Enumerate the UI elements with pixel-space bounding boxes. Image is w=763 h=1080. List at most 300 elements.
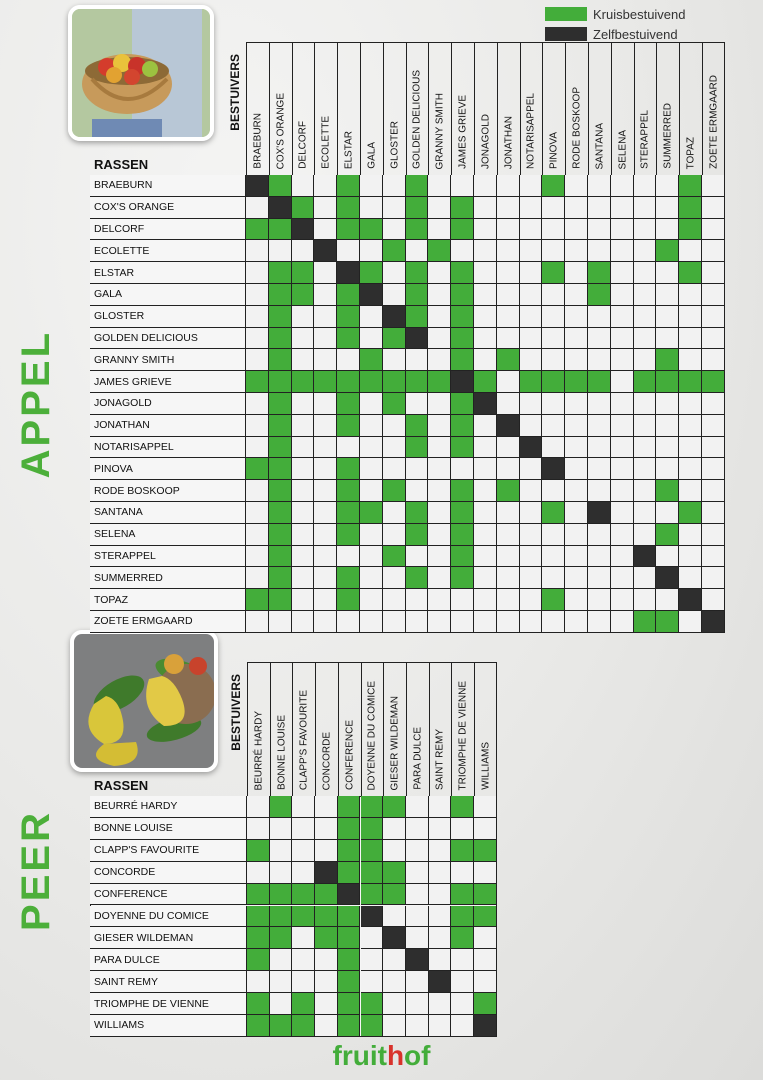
empty-cell: [565, 546, 588, 568]
empty-cell: [383, 458, 406, 480]
empty-cell: [360, 546, 383, 568]
empty-cell: [451, 971, 474, 993]
empty-cell: [702, 328, 725, 350]
empty-cell: [270, 993, 293, 1015]
apple-column-label: ZOETE ERMGAARD: [708, 75, 720, 169]
empty-cell: [314, 393, 337, 415]
cross-pollination-cell: [474, 993, 497, 1015]
empty-cell: [542, 219, 565, 241]
apple-column-label: JONAGOLD: [480, 113, 492, 169]
empty-cell: [292, 502, 315, 524]
apple-row-header: NOTARISAPPEL: [90, 437, 246, 459]
pear-column-header: [270, 662, 293, 796]
cross-pollination-cell: [269, 480, 292, 502]
empty-cell: [451, 611, 474, 633]
empty-cell: [634, 219, 657, 241]
empty-cell: [656, 284, 679, 306]
apple-row-header: GLOSTER: [90, 306, 246, 328]
empty-cell: [315, 840, 338, 862]
empty-cell: [360, 458, 383, 480]
cross-pollination-cell: [542, 262, 565, 284]
cross-pollination-cell: [542, 589, 565, 611]
apple-column-label: GLOSTER: [389, 121, 401, 169]
cross-pollination-cell: [383, 884, 406, 906]
empty-cell: [270, 862, 293, 884]
cross-pollination-cell: [428, 240, 451, 262]
cross-pollination-cell: [337, 306, 360, 328]
self-pollination-cell: [634, 546, 657, 568]
empty-cell: [247, 971, 270, 993]
empty-cell: [565, 197, 588, 219]
empty-cell: [383, 611, 406, 633]
cross-pollination-cell: [361, 840, 384, 862]
apple-column-label: ECOLETTE: [320, 116, 332, 169]
cross-pollination-cell: [292, 1015, 315, 1037]
pears-photo: [70, 630, 218, 772]
empty-cell: [656, 458, 679, 480]
empty-cell: [406, 393, 429, 415]
empty-cell: [246, 480, 269, 502]
empty-cell: [428, 524, 451, 546]
pear-row-header: CONFERENCE: [90, 884, 247, 906]
cross-pollination-cell: [269, 328, 292, 350]
empty-cell: [451, 1015, 474, 1037]
pear-row-header: TRIOMPHE DE VIENNE: [90, 993, 247, 1015]
apple-column-header: [474, 42, 497, 175]
empty-cell: [611, 567, 634, 589]
logo-text-left: fruit: [332, 1040, 387, 1071]
empty-cell: [702, 240, 725, 262]
empty-cell: [611, 393, 634, 415]
cross-pollination-cell: [338, 927, 361, 949]
empty-cell: [611, 611, 634, 633]
empty-cell: [360, 611, 383, 633]
pear-row-header: BEURRÉ HARDY: [90, 796, 247, 818]
empty-cell: [656, 437, 679, 459]
pear-row-header: PARA DULCE: [90, 949, 247, 971]
empty-cell: [383, 971, 406, 993]
apple-column-header: [634, 42, 657, 175]
pear-section-title: PEER: [14, 810, 58, 931]
cross-pollination-cell: [247, 1015, 270, 1037]
cross-pollination-cell: [406, 306, 429, 328]
cross-pollination-cell: [542, 371, 565, 393]
empty-cell: [611, 589, 634, 611]
pear-column-label: WILLIAMS: [480, 742, 492, 790]
cross-pollination-cell: [383, 240, 406, 262]
empty-cell: [314, 480, 337, 502]
empty-cell: [383, 1015, 406, 1037]
empty-cell: [702, 393, 725, 415]
apple-rassen-label: RASSEN: [94, 157, 149, 172]
pear-column-header: [315, 662, 338, 796]
empty-cell: [246, 328, 269, 350]
apple-row-header: SUMMERRED: [90, 567, 246, 589]
empty-cell: [611, 524, 634, 546]
empty-cell: [314, 197, 337, 219]
empty-cell: [383, 567, 406, 589]
cross-pollination-cell: [588, 284, 611, 306]
empty-cell: [315, 796, 338, 818]
empty-cell: [383, 993, 406, 1015]
apple-row-header: COX'S ORANGE: [90, 197, 246, 219]
empty-cell: [360, 524, 383, 546]
empty-cell: [520, 219, 543, 241]
empty-cell: [383, 175, 406, 197]
cross-pollination-cell: [383, 371, 406, 393]
empty-cell: [406, 1015, 429, 1037]
legend-self: [545, 24, 686, 44]
cross-pollination-cell: [451, 567, 474, 589]
self-pollination-cell: [292, 219, 315, 241]
cross-pollination-cell: [360, 349, 383, 371]
empty-cell: [474, 458, 497, 480]
empty-cell: [451, 949, 474, 971]
cross-pollination-cell: [406, 197, 429, 219]
empty-cell: [542, 611, 565, 633]
cross-pollination-cell: [337, 567, 360, 589]
apple-column-header: [406, 42, 429, 175]
empty-cell: [361, 927, 384, 949]
empty-cell: [270, 949, 293, 971]
self-pollination-cell: [520, 437, 543, 459]
cross-pollination-cell: [656, 371, 679, 393]
apple-row-header: ECOLETTE: [90, 240, 246, 262]
empty-cell: [656, 589, 679, 611]
empty-cell: [634, 284, 657, 306]
cross-pollination-cell: [565, 371, 588, 393]
empty-cell: [474, 349, 497, 371]
empty-cell: [292, 546, 315, 568]
pear-column-header: [474, 662, 497, 796]
empty-cell: [520, 328, 543, 350]
cross-pollination-cell: [269, 502, 292, 524]
empty-cell: [611, 240, 634, 262]
cross-pollination-cell: [269, 546, 292, 568]
empty-cell: [474, 219, 497, 241]
empty-cell: [497, 371, 520, 393]
empty-cell: [429, 862, 452, 884]
cross-pollination-cell: [656, 240, 679, 262]
apple-row-header: RODE BOSKOOP: [90, 480, 246, 502]
self-pollination-cell: [679, 589, 702, 611]
cross-pollination-cell: [247, 949, 270, 971]
cross-pollination-cell: [451, 393, 474, 415]
empty-cell: [474, 546, 497, 568]
empty-cell: [497, 458, 520, 480]
apple-column-label: GALA: [366, 142, 378, 169]
empty-cell: [497, 197, 520, 219]
cross-pollination-cell: [451, 306, 474, 328]
empty-cell: [702, 524, 725, 546]
cross-pollination-cell: [474, 884, 497, 906]
cross-pollination-cell: [269, 458, 292, 480]
empty-cell: [679, 458, 702, 480]
cross-pollination-cell: [292, 371, 315, 393]
empty-cell: [474, 240, 497, 262]
empty-cell: [428, 415, 451, 437]
empty-cell: [451, 862, 474, 884]
apple-column-header: [611, 42, 634, 175]
empty-cell: [565, 393, 588, 415]
pear-column-label: BEURRÉ HARDY: [253, 710, 265, 790]
empty-cell: [406, 796, 429, 818]
empty-cell: [520, 524, 543, 546]
empty-cell: [314, 349, 337, 371]
apple-bestuivers-label: BESTUIVERS: [228, 54, 242, 131]
cross-pollination-cell: [451, 927, 474, 949]
empty-cell: [520, 393, 543, 415]
cross-pollination-cell: [338, 796, 361, 818]
cross-pollination-cell: [383, 796, 406, 818]
pear-row-header: GIESER WILDEMAN: [90, 927, 247, 949]
empty-cell: [406, 546, 429, 568]
cross-pollination-cell: [451, 906, 474, 928]
empty-cell: [520, 349, 543, 371]
empty-cell: [656, 197, 679, 219]
pear-rassen-label: RASSEN: [94, 778, 149, 793]
empty-cell: [611, 502, 634, 524]
empty-cell: [315, 818, 338, 840]
empty-cell: [611, 328, 634, 350]
cross-pollination-cell: [656, 480, 679, 502]
apple-column-header: [588, 42, 611, 175]
empty-cell: [451, 240, 474, 262]
empty-cell: [542, 415, 565, 437]
empty-cell: [429, 840, 452, 862]
cross-pollination-cell: [474, 906, 497, 928]
empty-cell: [451, 993, 474, 1015]
empty-cell: [314, 546, 337, 568]
empty-cell: [451, 818, 474, 840]
empty-cell: [588, 589, 611, 611]
cross-pollination-cell: [292, 993, 315, 1015]
empty-cell: [611, 284, 634, 306]
self-pollination-cell: [314, 240, 337, 262]
empty-cell: [383, 415, 406, 437]
empty-cell: [520, 480, 543, 502]
empty-cell: [656, 175, 679, 197]
empty-cell: [406, 240, 429, 262]
empty-cell: [497, 262, 520, 284]
self-pollination-cell: [383, 306, 406, 328]
empty-cell: [474, 927, 497, 949]
empty-cell: [634, 437, 657, 459]
apple-column-header: [497, 42, 520, 175]
empty-cell: [269, 240, 292, 262]
empty-cell: [497, 589, 520, 611]
empty-cell: [702, 306, 725, 328]
empty-cell: [702, 589, 725, 611]
self-pollination-cell: [497, 415, 520, 437]
empty-cell: [337, 611, 360, 633]
cross-pollination-cell: [246, 371, 269, 393]
cross-pollination-cell: [270, 906, 293, 928]
apple-column-header: [314, 42, 337, 175]
empty-cell: [406, 906, 429, 928]
cross-pollination-cell: [406, 524, 429, 546]
empty-cell: [474, 437, 497, 459]
pear-column-header: [429, 662, 452, 796]
empty-cell: [542, 480, 565, 502]
cross-pollination-cell: [270, 884, 293, 906]
cross-pollination-cell: [360, 371, 383, 393]
cross-pollination-cell: [656, 349, 679, 371]
apple-column-label: SANTANA: [594, 122, 606, 169]
empty-cell: [360, 393, 383, 415]
cross-pollination-cell: [269, 349, 292, 371]
empty-cell: [634, 262, 657, 284]
empty-cell: [565, 262, 588, 284]
empty-cell: [565, 437, 588, 459]
empty-cell: [474, 480, 497, 502]
empty-cell: [520, 458, 543, 480]
empty-cell: [383, 840, 406, 862]
empty-cell: [428, 393, 451, 415]
fruithof-logo: [0, 1040, 763, 1072]
empty-cell: [292, 927, 315, 949]
cross-pollination-cell: [474, 840, 497, 862]
empty-cell: [474, 175, 497, 197]
empty-cell: [270, 971, 293, 993]
cross-pollination-cell: [451, 328, 474, 350]
cross-pollination-cell: [292, 884, 315, 906]
cross-pollination-cell: [269, 371, 292, 393]
empty-cell: [314, 328, 337, 350]
empty-cell: [429, 949, 452, 971]
empty-cell: [497, 328, 520, 350]
cross-pollination-cell: [360, 219, 383, 241]
empty-cell: [679, 284, 702, 306]
apple-column-header: [656, 42, 679, 175]
apple-column-label: COX'S ORANGE: [275, 92, 287, 169]
empty-cell: [360, 480, 383, 502]
empty-cell: [679, 546, 702, 568]
empty-cell: [679, 437, 702, 459]
empty-cell: [611, 306, 634, 328]
cross-pollination-cell: [270, 1015, 293, 1037]
pear-column-header: [361, 662, 384, 796]
cross-swatch: [545, 7, 587, 21]
pear-column-label: BONNE LOUISE: [276, 714, 288, 790]
empty-cell: [497, 284, 520, 306]
cross-pollination-cell: [406, 437, 429, 459]
empty-cell: [292, 611, 315, 633]
empty-cell: [406, 862, 429, 884]
empty-cell: [292, 862, 315, 884]
empty-cell: [588, 567, 611, 589]
apple-column-label: JAMES GRIEVE: [457, 95, 469, 169]
empty-cell: [497, 437, 520, 459]
empty-cell: [520, 546, 543, 568]
empty-cell: [611, 546, 634, 568]
cross-pollination-cell: [360, 262, 383, 284]
cross-pollination-cell: [246, 219, 269, 241]
pear-column-label: GIESER WILDEMAN: [389, 695, 401, 790]
empty-cell: [542, 284, 565, 306]
empty-cell: [474, 262, 497, 284]
empty-cell: [588, 197, 611, 219]
empty-cell: [406, 589, 429, 611]
cross-pollination-cell: [451, 219, 474, 241]
cross-pollination-cell: [338, 818, 361, 840]
cross-pollination-cell: [270, 927, 293, 949]
apple-row-header: JONATHAN: [90, 415, 246, 437]
empty-cell: [588, 219, 611, 241]
empty-cell: [474, 567, 497, 589]
self-pollination-cell: [542, 458, 565, 480]
cross-pollination-cell: [361, 993, 384, 1015]
empty-cell: [611, 262, 634, 284]
empty-cell: [542, 546, 565, 568]
cross-pollination-cell: [406, 415, 429, 437]
pear-row-header: DOYENNE DU COMICE: [90, 906, 247, 928]
cross-pollination-cell: [702, 371, 725, 393]
empty-cell: [634, 458, 657, 480]
cross-pollination-cell: [314, 371, 337, 393]
empty-cell: [314, 567, 337, 589]
empty-cell: [474, 589, 497, 611]
empty-cell: [269, 611, 292, 633]
cross-pollination-cell: [383, 862, 406, 884]
cross-pollination-cell: [361, 884, 384, 906]
empty-cell: [361, 971, 384, 993]
apple-row-header: GOLDEN DELICIOUS: [90, 328, 246, 350]
cross-pollination-cell: [406, 502, 429, 524]
empty-cell: [337, 349, 360, 371]
empty-cell: [588, 480, 611, 502]
empty-cell: [383, 197, 406, 219]
empty-cell: [634, 393, 657, 415]
empty-cell: [314, 219, 337, 241]
empty-cell: [497, 393, 520, 415]
empty-cell: [246, 524, 269, 546]
empty-cell: [383, 219, 406, 241]
empty-cell: [497, 567, 520, 589]
empty-cell: [246, 502, 269, 524]
empty-cell: [565, 524, 588, 546]
empty-cell: [520, 175, 543, 197]
apple-column-label: RODE BOSKOOP: [571, 87, 583, 169]
empty-cell: [337, 240, 360, 262]
empty-cell: [565, 219, 588, 241]
apple-column-label: NOTARISAPPEL: [525, 93, 537, 169]
pear-column-header: [383, 662, 406, 796]
cross-pollination-cell: [542, 502, 565, 524]
empty-cell: [428, 546, 451, 568]
empty-cell: [542, 349, 565, 371]
empty-cell: [588, 175, 611, 197]
empty-cell: [246, 197, 269, 219]
apple-basket-photo: [68, 5, 214, 141]
empty-cell: [520, 197, 543, 219]
self-pollination-cell: [269, 197, 292, 219]
empty-cell: [360, 175, 383, 197]
cross-pollination-cell: [451, 884, 474, 906]
pear-bestuivers-label: BESTUIVERS: [229, 674, 243, 751]
cross-pollination-cell: [406, 371, 429, 393]
empty-cell: [702, 197, 725, 219]
empty-cell: [246, 349, 269, 371]
empty-cell: [292, 818, 315, 840]
empty-cell: [542, 567, 565, 589]
empty-cell: [565, 349, 588, 371]
empty-cell: [314, 611, 337, 633]
empty-cell: [679, 328, 702, 350]
self-pollination-cell: [406, 328, 429, 350]
empty-cell: [429, 796, 452, 818]
cross-pollination-cell: [269, 393, 292, 415]
